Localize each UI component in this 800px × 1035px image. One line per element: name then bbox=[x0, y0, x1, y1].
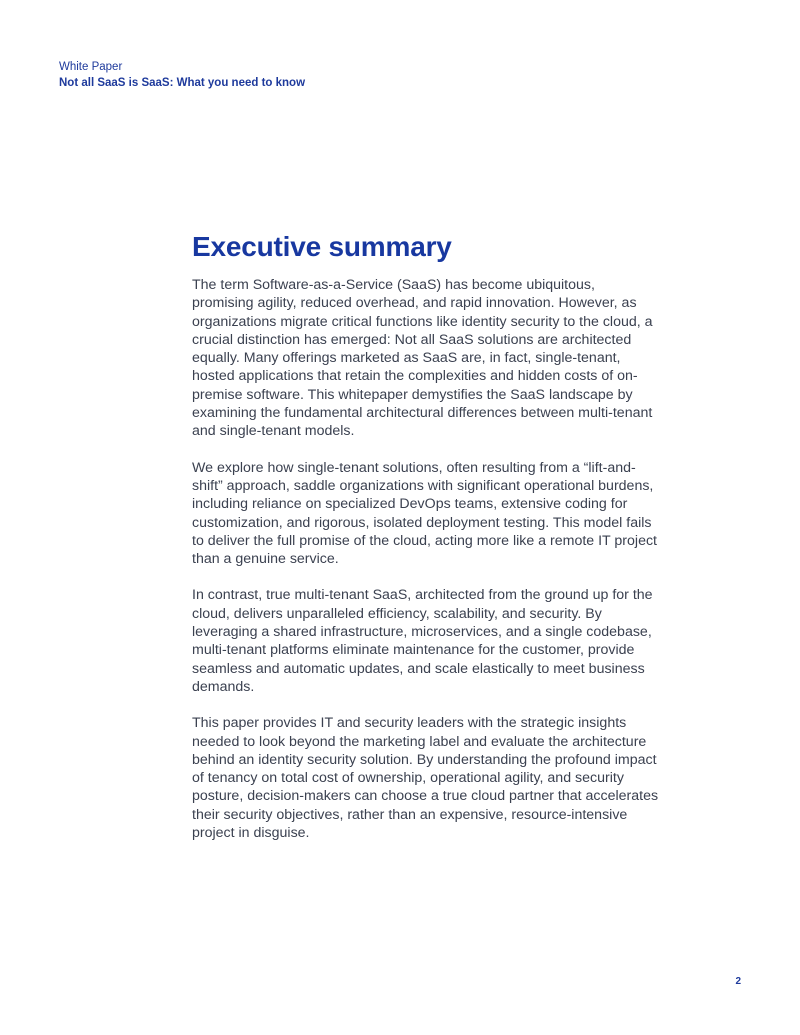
body-paragraph-1: The term Software-as-a-Service (SaaS) has become ubiquitous, promising agility, reduced overhead, and rapid innovation. However, as organizations migrate critical functions like identity security to the cloud, a crucial distinction has emerged: Not all SaaS solutions are architected equally. Many offerings marketed as SaaS are, in fact, single-tenant, hosted applications that retain the complexities and hidden costs of on-premise software. This whitepaper demystifies the SaaS landscape by examining the fundamental architectural differences between multi-tenant and single-tenant models. bbox=[192, 277, 653, 440]
page-header bbox=[59, 59, 305, 91]
body-paragraph-4: This paper provides IT and security leaders with the strategic insights needed to look beyond the marketing label and evaluate the architecture behind an identity security solution. By understanding the profound impact of tenancy on total cost of ownership, operational agility, and security posture, decision-makers can choose a true cloud partner that accelerates their security objectives, rather than an expensive, resource-intensive project in disguise. bbox=[192, 715, 659, 842]
body-paragraph-3: In contrast, true multi-tenant SaaS, architected from the ground up for the cloud, delivers unparalleled efficiency, scalability, and security. By leveraging a shared infrastructure, microservices, and a single codebase, multi-tenant platforms eliminate maintenance for the customer, provide seamless and automatic updates, and scale elastically to meet business demands. bbox=[192, 587, 653, 695]
document-type-label: White Paper bbox=[59, 61, 123, 73]
document-title: Not all SaaS is SaaS: What you need to know bbox=[59, 77, 306, 89]
section-heading: Executive summary bbox=[192, 231, 452, 262]
body-paragraph-2: We explore how single-tenant solutions, often resulting from a “lift-and-shift” approach, saddle organizations with significant operational burdens, including reliance on specialized DevOps teams, extensive coding for customization, and rigorous, isolated deployment testing. This model fails to deliver the full promise of the cloud, acting more like a remote IT project than a genuine service. bbox=[192, 459, 657, 568]
executive-summary-section bbox=[192, 228, 660, 860]
page-number: 2 bbox=[735, 976, 741, 987]
